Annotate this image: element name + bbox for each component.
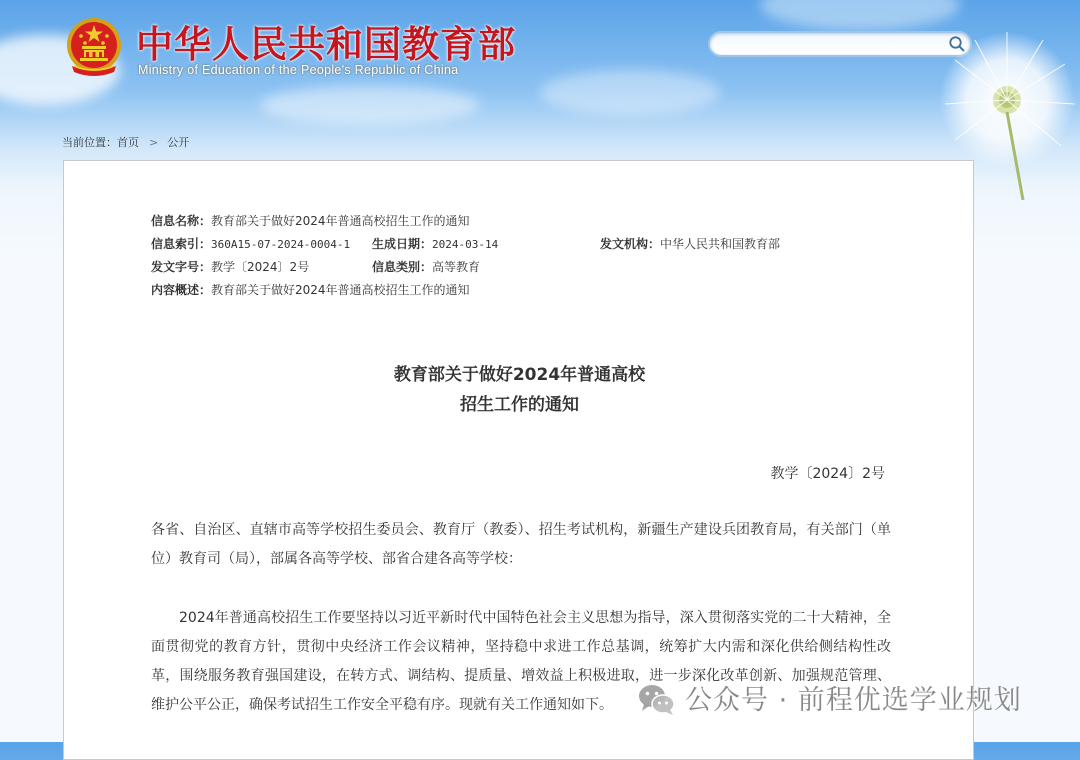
meta-issuer-label: 发文机构： [600,237,661,251]
document-recipients [151,516,891,574]
cloud-decoration [540,70,720,115]
meta-category-value: 高等教育 [432,260,481,274]
national-emblem-icon[interactable] [64,16,124,78]
meta-docno-value: 教学〔2024〕2号 [211,260,310,274]
document-title-line2: 招生工作的通知 [460,395,579,415]
meta-category-label: 信息类别： [372,260,433,274]
breadcrumb-home-link[interactable]: 首页 [117,136,139,149]
document-number: 教学〔2024〕2号 [770,466,885,482]
meta-docno-label: 发文字号： [151,260,212,274]
meta-date-row [372,235,498,252]
breadcrumb-label: 当前位置： [62,136,117,149]
meta-index-row [151,235,350,252]
meta-name-label: 信息名称： [151,214,212,228]
meta-index-label: 信息索引： [151,237,212,251]
meta-docno-row [151,258,309,275]
meta-name-row [151,212,470,229]
meta-issuer-value: 中华人民共和国教育部 [660,237,781,251]
breadcrumb [62,134,189,150]
meta-date-label: 生成日期： [372,237,433,251]
document-title-line1: 教育部关于做好2024年普通高校 [393,365,646,385]
meta-summary-label: 内容概述： [151,283,212,297]
site-header [0,0,1080,125]
meta-issuer-row [600,235,780,252]
site-subtitle: Ministry of Education of the People's Republic of China [138,63,459,77]
meta-category-row [372,258,480,275]
watermark-text: 公众号 · 前程优选学业规划 [685,685,1022,716]
meta-index-value: 360A15-07-2024-0004-1 [211,238,351,251]
search-input[interactable] [708,31,972,57]
meta-name-value: 教育部关于做好2024年普通高校招生工作的通知 [211,214,470,228]
cloud-decoration [760,0,960,30]
site-title[interactable]: 中华人民共和国教育部 [136,23,516,66]
recipients-text: 各省、自治区、直辖市高等学校招生委员会、教育厅（教委）、招生考试机构，新疆生产建设兵团教育局，有关部门（单位）教育司（局），部属各高等学校、部省合建各高等学校： [151,522,891,567]
wechat-icon [637,682,677,718]
content-panel [63,160,974,760]
meta-date-value: 2024-03-14 [432,238,499,251]
breadcrumb-separator: > [149,136,159,149]
breadcrumb-public-link[interactable]: 公开 [167,136,190,149]
meta-summary-value: 教育部关于做好2024年普通高校招生工作的通知 [211,283,470,297]
meta-summary-row [151,281,470,298]
cloud-decoration [260,85,480,125]
body-paragraph: 2024年普通高校招生工作要坚持以习近平新时代中国特色社会主义思想为指导，深入贯彻落实党的二十大精神，全面贯彻党的教育方针，贯彻中央经济工作会议精神，坚持稳中求进工作总基调，统筹扩大内需和深化供给侧结构性改革，围绕服务教育强国建设，在转方式、调结构、提质量、增效益上积极进取，进一步深化改革创新、加强规范管理、维护公平公正，确保考试招生工作安全平稳有序。现就有关工作通知如下。 [151,610,891,713]
